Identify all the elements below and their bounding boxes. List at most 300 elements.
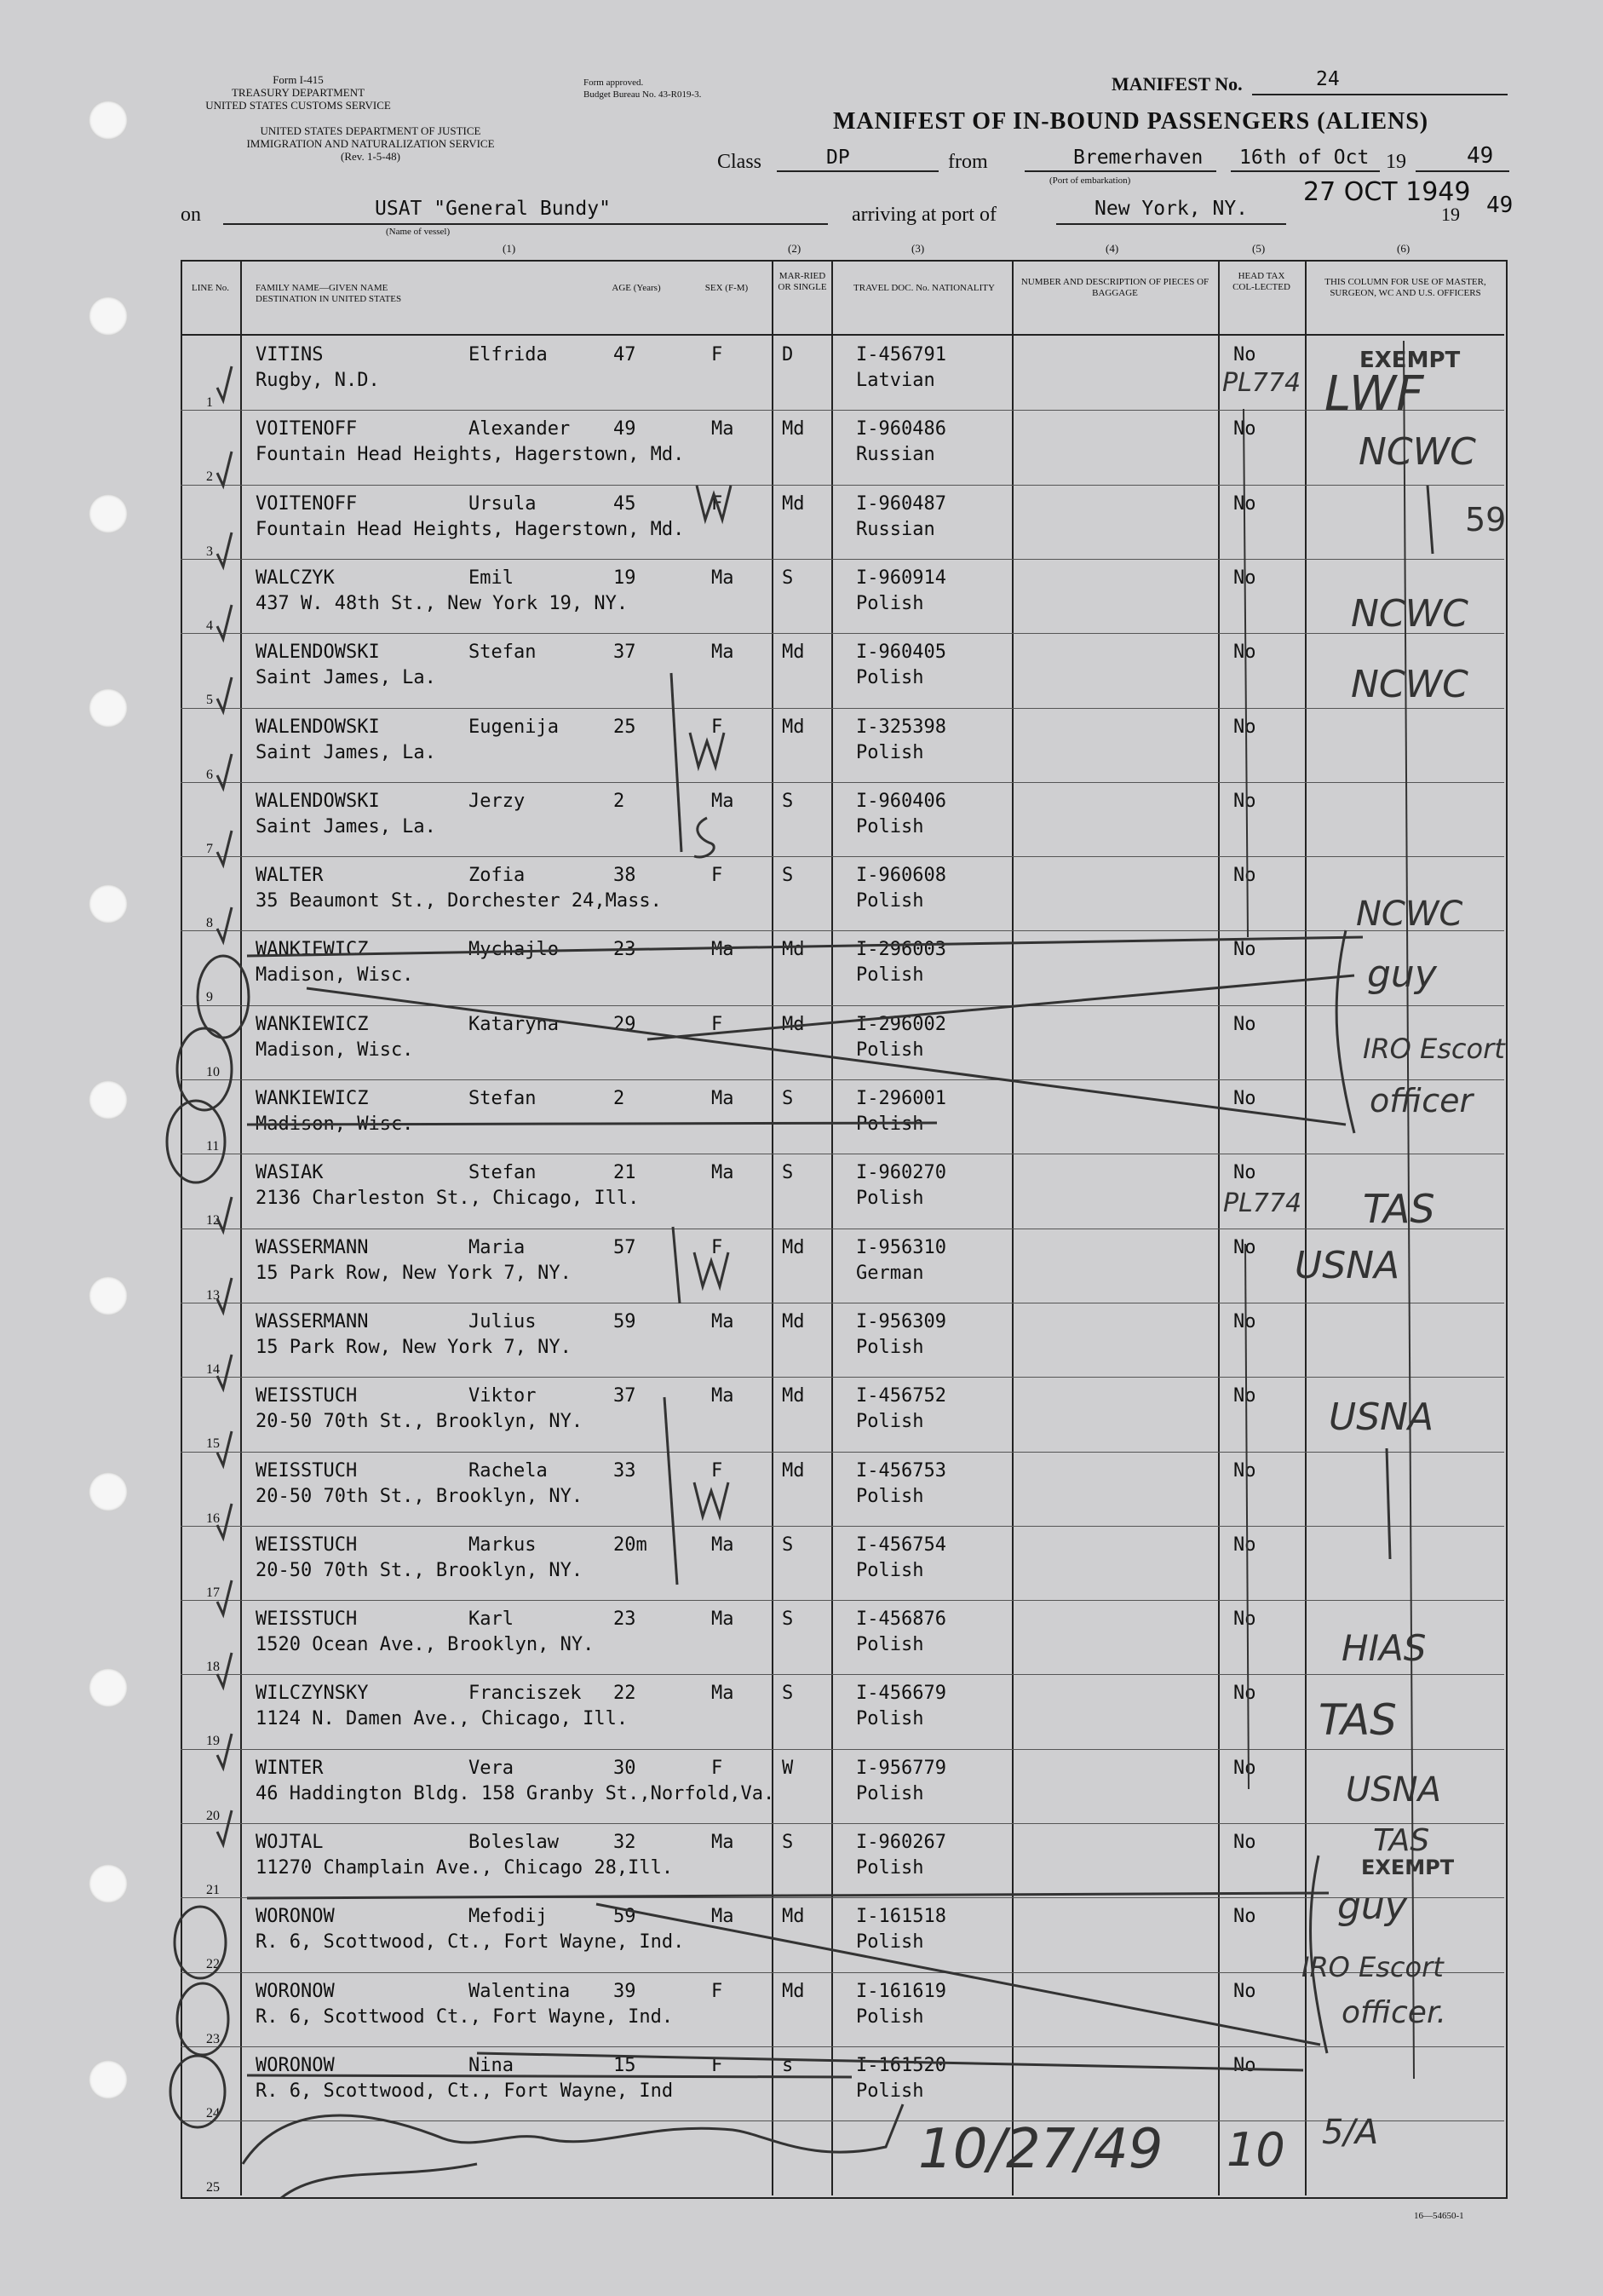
head-tax: No	[1233, 1013, 1256, 1035]
family-name: WEISSTUCH	[256, 1459, 358, 1482]
nationality: Polish	[856, 1857, 924, 1879]
nationality: German	[856, 1262, 924, 1284]
age: 59	[613, 1906, 636, 1928]
sex: F	[711, 492, 723, 515]
circle-mark	[167, 1101, 225, 1183]
handwritten-hias: HIAS	[1342, 1627, 1427, 1669]
sex: Ma	[711, 1162, 734, 1184]
family-name: WALCZYK	[256, 567, 335, 589]
age: 25	[613, 716, 636, 738]
age: 59	[613, 1310, 636, 1332]
handwritten-officer: officer	[1370, 1082, 1474, 1119]
handwritten-guy: guy	[1337, 1885, 1407, 1928]
nationality: Polish	[856, 741, 924, 763]
form-number: Form I-415	[273, 73, 324, 86]
given-name: Franciszek	[468, 1683, 582, 1705]
travel-doc-number: I-960270	[856, 1162, 946, 1184]
sex: Ma	[711, 939, 734, 961]
handwritten-code-pl774: PL774	[1223, 1188, 1302, 1218]
handwritten-tas: TAS	[1373, 1823, 1430, 1858]
line-number: 21	[206, 1883, 220, 1897]
marital-status: S	[782, 790, 794, 812]
check-mark	[217, 1653, 232, 1687]
family-name: WILCZYNSKY	[256, 1683, 369, 1705]
age: 15	[613, 2054, 636, 2076]
travel-doc-number: I-161520	[856, 2054, 946, 2076]
nationality: Polish	[856, 815, 924, 837]
check-mark	[217, 831, 232, 865]
sex: Ma	[711, 1310, 734, 1332]
line-number: 8	[206, 916, 213, 931]
age: 37	[613, 1385, 636, 1407]
destination: Saint James, La.	[256, 741, 436, 763]
head-tax: No	[1233, 1534, 1256, 1556]
travel-doc-number: I-960608	[856, 865, 946, 887]
marital-status: S	[782, 1608, 794, 1631]
marital-status: Md	[782, 1980, 805, 2002]
ins-service: IMMIGRATION AND NATURALIZATION SERVICE	[246, 137, 495, 150]
age: 30	[613, 1757, 636, 1779]
line-number: 5	[206, 693, 213, 708]
manifest-title: MANIFEST OF IN-BOUND PASSENGERS (ALIENS)	[833, 108, 1429, 135]
nationality: Polish	[856, 1559, 924, 1581]
head-tax: No	[1233, 790, 1256, 812]
destination: Madison, Wisc.	[256, 964, 414, 987]
given-name: Eugenija	[468, 716, 559, 738]
age: 49	[613, 418, 636, 440]
head-tax: No	[1233, 418, 1256, 440]
col-header-married: MAR-RIED OR SINGLE	[778, 271, 827, 292]
sex: Ma	[711, 1683, 734, 1705]
handwritten-code-pl774: PL774	[1222, 368, 1301, 398]
destination: 20-50 70th St., Brooklyn, NY.	[256, 1485, 583, 1507]
destination: R. 6, Scottwood Ct., Fort Wayne, Ind.	[256, 2005, 674, 2028]
family-name: WASSERMANN	[256, 1310, 369, 1332]
given-name: Boleslaw	[468, 1832, 559, 1853]
head-tax: No	[1233, 2054, 1256, 2076]
given-name: Rachela	[468, 1459, 548, 1482]
destination: 20-50 70th St., Brooklyn, NY.	[256, 1559, 583, 1581]
departure-date: 16th of Oct	[1239, 147, 1370, 169]
destination: 437 W. 48th St., New York 19, NY.	[256, 592, 629, 614]
age: 22	[613, 1683, 636, 1705]
family-name: VITINS	[256, 344, 324, 365]
customs-service: UNITED STATES CUSTOMS SERVICE	[205, 99, 391, 112]
arriving-label: arriving at port of	[852, 204, 997, 226]
family-name: WALENDOWSKI	[256, 642, 380, 664]
line-number: 12	[206, 1213, 220, 1229]
family-name: WINTER	[256, 1757, 324, 1779]
head-tax: No	[1233, 567, 1256, 589]
travel-doc-number: I-296003	[856, 939, 946, 961]
vertical-pencil-line	[1387, 1448, 1390, 1559]
form-approved: Form approved.	[583, 78, 644, 88]
travel-doc-number: I-296001	[856, 1088, 946, 1109]
family-name: WALTER	[256, 865, 324, 887]
family-name: VOITENOFF	[256, 418, 358, 440]
head-tax: No	[1233, 1310, 1256, 1332]
line-number: 17	[206, 1585, 220, 1600]
check-mark	[217, 1278, 232, 1312]
vessel-caption: (Name of vessel)	[386, 227, 451, 237]
col-header-age: AGE (Years)	[612, 283, 661, 293]
family-name: WOJTAL	[256, 1832, 324, 1853]
nationality: Russian	[856, 518, 935, 540]
given-name: Mychajlo	[468, 939, 559, 961]
travel-doc-number: I-161518	[856, 1906, 946, 1928]
line-number: 10	[206, 1064, 220, 1079]
head-tax: No	[1233, 1385, 1256, 1407]
travel-doc-number: I-161619	[856, 1980, 946, 2002]
bracket-mark	[1311, 1856, 1327, 2053]
check-mark	[217, 366, 232, 400]
age: 2	[613, 790, 625, 812]
line-number: 3	[206, 544, 213, 559]
nationality: Polish	[856, 2080, 924, 2102]
age: 29	[613, 1013, 636, 1035]
exempt-stamp: EXEMPT	[1361, 1856, 1455, 1879]
strike-through-line	[247, 1893, 1329, 1898]
column-number-1: (1)	[503, 242, 516, 255]
destination: Fountain Head Heights, Hagerstown, Md.	[256, 518, 685, 540]
handwritten-tas: TAS	[1363, 1186, 1435, 1232]
marital-status: Md	[782, 716, 805, 738]
marital-status: S	[782, 1162, 794, 1184]
vertical-pencil-line	[673, 1227, 680, 1303]
handwritten-officer: officer.	[1342, 1995, 1446, 2030]
given-name: Markus	[468, 1534, 537, 1556]
vertical-pencil-line	[1245, 1244, 1249, 1789]
head-tax: No	[1233, 1088, 1256, 1109]
justice-dept: UNITED STATES DEPARTMENT OF JUSTICE	[260, 124, 481, 137]
family-name: WANKIEWICZ	[256, 939, 369, 961]
given-name: Alexander	[468, 418, 571, 440]
age: 38	[613, 865, 636, 887]
nationality: Polish	[856, 1411, 924, 1433]
column-number-6: (6)	[1397, 242, 1411, 255]
sex: Ma	[711, 1385, 734, 1407]
check-mark	[217, 754, 232, 788]
class-label: Class	[717, 151, 762, 173]
age: 57	[613, 1236, 636, 1258]
marital-status: Md	[782, 492, 805, 515]
given-name: Mefodij	[468, 1906, 548, 1928]
handwritten-lwf: LWF	[1324, 366, 1424, 422]
marital-status: Md	[782, 939, 805, 961]
age: 39	[613, 1980, 636, 2002]
check-mark	[217, 1197, 232, 1231]
head-tax: No	[1233, 1459, 1256, 1482]
travel-doc-number: I-956309	[856, 1310, 946, 1332]
check-mark	[217, 907, 232, 941]
w-check-mark	[694, 1482, 728, 1516]
vertical-pencil-line	[664, 1397, 677, 1585]
marital-status: D	[782, 344, 794, 365]
destination: 15 Park Row, New York 7, NY.	[256, 1262, 572, 1284]
family-name: WALENDOWSKI	[256, 716, 380, 738]
travel-doc-number: I-456679	[856, 1683, 946, 1705]
marital-status: Md	[782, 1385, 805, 1407]
head-tax: No	[1233, 642, 1256, 664]
age: 23	[613, 1608, 636, 1631]
manifest-no-label: MANIFEST No.	[1112, 73, 1243, 95]
marital-status: Md	[782, 1236, 805, 1258]
arrival-port: New York, NY.	[1095, 198, 1249, 220]
col-header-head-tax: HEAD TAX COL-LECTED	[1232, 271, 1290, 292]
sex: F	[711, 1013, 723, 1035]
head-tax: No	[1233, 1608, 1256, 1631]
marital-status: Md	[782, 1310, 805, 1332]
age: 2	[613, 1088, 625, 1109]
head-tax: No	[1233, 492, 1256, 515]
family-name: WASSERMANN	[256, 1236, 369, 1258]
head-tax: No	[1233, 1683, 1256, 1705]
family-name: WANKIEWICZ	[256, 1013, 369, 1035]
destination: 46 Haddington Bldg. 158 Granby St.,Norfold,Va.	[256, 1782, 775, 1804]
nationality: Polish	[856, 667, 924, 689]
destination: R. 6, Scottwood, Ct., Fort Wayne, Ind	[256, 2080, 674, 2102]
exempt-stamp: EXEMPT	[1359, 348, 1461, 373]
column-number-2: (2)	[788, 242, 802, 255]
line-number: 9	[206, 990, 213, 1005]
marital-status: s	[782, 2054, 794, 2076]
line-number: 4	[206, 618, 213, 633]
nationality: Polish	[856, 1931, 924, 1954]
sex: Ma	[711, 642, 734, 664]
check-mark	[217, 1734, 232, 1768]
strike-through-line	[647, 975, 1354, 1039]
arrival-year-suffix: 49	[1486, 193, 1514, 218]
column-number-4: (4)	[1106, 242, 1119, 255]
travel-doc-number: I-296002	[856, 1013, 946, 1035]
head-tax: No	[1233, 344, 1256, 365]
family-name: WEISSTUCH	[256, 1608, 358, 1631]
age: 33	[613, 1459, 636, 1482]
marital-status: S	[782, 567, 794, 589]
handwritten-iro-escort: IRO Escort	[1301, 1951, 1444, 1983]
vertical-pencil-line	[1428, 486, 1433, 554]
s-mark	[694, 818, 714, 857]
circle-mark	[170, 2056, 225, 2127]
family-name: VOITENOFF	[256, 492, 358, 515]
marital-status: Md	[782, 642, 805, 664]
destination: Rugby, N.D.	[256, 370, 380, 391]
line-number: 22	[206, 1957, 220, 1972]
handwritten-usna: USNA	[1295, 1244, 1400, 1287]
treasury-dept: TREASURY DEPARTMENT	[231, 86, 365, 99]
check-mark	[217, 1580, 232, 1614]
age: 19	[613, 567, 636, 589]
given-name: Julius	[468, 1310, 537, 1332]
travel-doc-number: I-456753	[856, 1459, 946, 1482]
sex: Ma	[711, 1906, 734, 1928]
year-suffix: 49	[1467, 143, 1494, 169]
head-tax: No	[1233, 1162, 1256, 1184]
family-name: WORONOW	[256, 2054, 335, 2076]
w-check-mark	[690, 733, 724, 767]
sex: F	[711, 1236, 723, 1258]
family-name: WEISSTUCH	[256, 1534, 358, 1556]
check-mark	[217, 1504, 232, 1538]
given-name: Stefan	[468, 1088, 537, 1109]
given-name: Emil	[468, 567, 514, 589]
sex: F	[711, 2054, 723, 2076]
year-prefix: 19	[1386, 151, 1406, 173]
line-number: 14	[206, 1361, 220, 1377]
handwritten-fraction: 5/A	[1322, 2113, 1379, 2152]
sex: Ma	[711, 1088, 734, 1109]
destination: Madison, Wisc.	[256, 1113, 414, 1135]
line-number: 15	[206, 1436, 220, 1452]
marital-status: S	[782, 1832, 794, 1853]
sex: F	[711, 716, 723, 738]
family-name: WANKIEWICZ	[256, 1088, 369, 1109]
destination: R. 6, Scottwood, Ct., Fort Wayne, Ind.	[256, 1931, 685, 1954]
handwritten-guy: guy	[1367, 952, 1437, 996]
family-name: WASIAK	[256, 1162, 324, 1184]
family-name: WORONOW	[256, 1980, 335, 2002]
marital-status: Md	[782, 1013, 805, 1035]
vessel-name: USAT "General Bundy"	[375, 198, 611, 220]
travel-doc-number: I-956310	[856, 1236, 946, 1258]
line-number: 16	[206, 1511, 220, 1526]
line-number: 11	[206, 1139, 220, 1154]
nationality: Polish	[856, 1039, 924, 1061]
age: 20m	[613, 1534, 647, 1556]
col-header-officers: THIS COLUMN FOR USE OF MASTER, SURGEON, WC AND U.S. OFFICERS	[1324, 277, 1486, 298]
check-mark	[217, 677, 232, 711]
col-header-family-name: FAMILY NAME—GIVEN NAME	[256, 283, 388, 293]
sex: Ma	[711, 418, 734, 440]
from-label: from	[948, 151, 988, 173]
nationality: Polish	[856, 890, 924, 912]
bracket-mark	[1336, 930, 1354, 1133]
nationality: Latvian	[856, 370, 935, 391]
form-footer-code: 16—54650-1	[1414, 2211, 1464, 2221]
strike-through-line	[247, 1123, 937, 1125]
marital-status: S	[782, 1088, 794, 1109]
sex: F	[711, 1757, 723, 1779]
sex: Ma	[711, 790, 734, 812]
vertical-pencil-line	[671, 673, 681, 852]
col-header-baggage: NUMBER AND DESCRIPTION OF PIECES OF BAGGAGE	[1020, 277, 1209, 298]
travel-doc-number: I-960405	[856, 642, 946, 664]
marital-status: S	[782, 865, 794, 887]
nationality: Polish	[856, 1708, 924, 1730]
age: 32	[613, 1832, 636, 1853]
destination: 1124 N. Damen Ave., Chicago, Ill.	[256, 1708, 629, 1730]
travel-doc-number: I-960487	[856, 492, 946, 515]
family-name: WORONOW	[256, 1906, 335, 1928]
line-number: 20	[206, 1808, 220, 1823]
marital-status: Md	[782, 418, 805, 440]
handwritten-ncwc: NCWC	[1359, 430, 1476, 474]
handwritten-ncwc: NCWC	[1356, 895, 1463, 934]
travel-doc-number: I-960486	[856, 418, 946, 440]
strike-through-line	[596, 1904, 1320, 2045]
line-number: 1	[206, 395, 213, 410]
sex: Ma	[711, 1534, 734, 1556]
column-number-3: (3)	[911, 242, 925, 255]
strike-through-line	[247, 937, 1363, 956]
head-tax: No	[1233, 1757, 1256, 1779]
given-name: Stefan	[468, 1162, 537, 1184]
class-value: DP	[826, 147, 850, 169]
check-mark	[217, 1355, 232, 1389]
given-name: Vera	[468, 1757, 514, 1779]
manifest-no-value: 24	[1316, 68, 1340, 90]
head-tax: No	[1233, 865, 1256, 887]
age: 21	[613, 1162, 636, 1184]
vertical-pencil-line	[1404, 341, 1414, 2079]
inspector-signature	[243, 2104, 903, 2164]
sex: Ma	[711, 1832, 734, 1853]
head-tax: No	[1233, 716, 1256, 738]
column-number-5: (5)	[1252, 242, 1266, 255]
nationality: Russian	[856, 444, 935, 466]
travel-doc-number: I-456752	[856, 1385, 946, 1407]
family-name: WEISSTUCH	[256, 1385, 358, 1407]
on-label: on	[181, 204, 201, 226]
col-header-sex: SEX (F-M)	[704, 283, 749, 293]
handwritten-tas: TAS	[1319, 1695, 1397, 1745]
marital-status: S	[782, 1683, 794, 1705]
head-tax: No	[1233, 939, 1256, 961]
sex: F	[711, 344, 723, 365]
strike-through-line	[307, 988, 1346, 1125]
budget-bureau-no: Budget Bureau No. 43-R019-3.	[583, 89, 702, 100]
destination: 35 Beaumont St., Dorchester 24,Mass.	[256, 890, 662, 912]
line-number: 13	[206, 1287, 220, 1303]
circle-mark	[175, 1907, 226, 1978]
sex: Ma	[711, 1608, 734, 1631]
given-name: Stefan	[468, 642, 537, 664]
sex: F	[711, 1980, 723, 2002]
given-name: Jerzy	[468, 790, 526, 812]
line-number: 7	[206, 841, 213, 856]
travel-doc-number: I-325398	[856, 716, 946, 738]
line-number: 25	[206, 2180, 220, 2195]
nationality: Polish	[856, 592, 924, 614]
line-number: 23	[206, 2031, 220, 2046]
line-number: 19	[206, 1734, 220, 1749]
line-number: 24	[206, 2105, 220, 2120]
destination: 15 Park Row, New York 7, NY.	[256, 1336, 572, 1358]
destination: Saint James, La.	[256, 667, 436, 689]
strike-through-line	[247, 2075, 852, 2077]
nationality: Polish	[856, 1634, 924, 1656]
check-mark	[217, 1431, 232, 1465]
handwritten-59: 59	[1465, 501, 1507, 538]
w-check-mark	[697, 486, 731, 520]
handwritten-ncwc: NCWC	[1351, 663, 1468, 706]
w-check-mark	[694, 1252, 728, 1286]
line-number: 18	[206, 1660, 220, 1675]
travel-doc-number: I-456791	[856, 344, 946, 365]
check-mark	[217, 1810, 232, 1844]
nationality: Polish	[856, 1485, 924, 1507]
travel-doc-number: I-456754	[856, 1534, 946, 1556]
destination: 1520 Ocean Ave., Brooklyn, NY.	[256, 1634, 595, 1656]
age: 45	[613, 492, 636, 515]
given-name: Karl	[468, 1608, 514, 1631]
destination: Saint James, La.	[256, 815, 436, 837]
arrival-date-stamp: 27 OCT 1949	[1303, 177, 1471, 207]
nationality: Polish	[856, 964, 924, 987]
head-tax: No	[1233, 1832, 1256, 1853]
head-tax: No	[1233, 1236, 1256, 1258]
given-name: Maria	[468, 1236, 526, 1258]
